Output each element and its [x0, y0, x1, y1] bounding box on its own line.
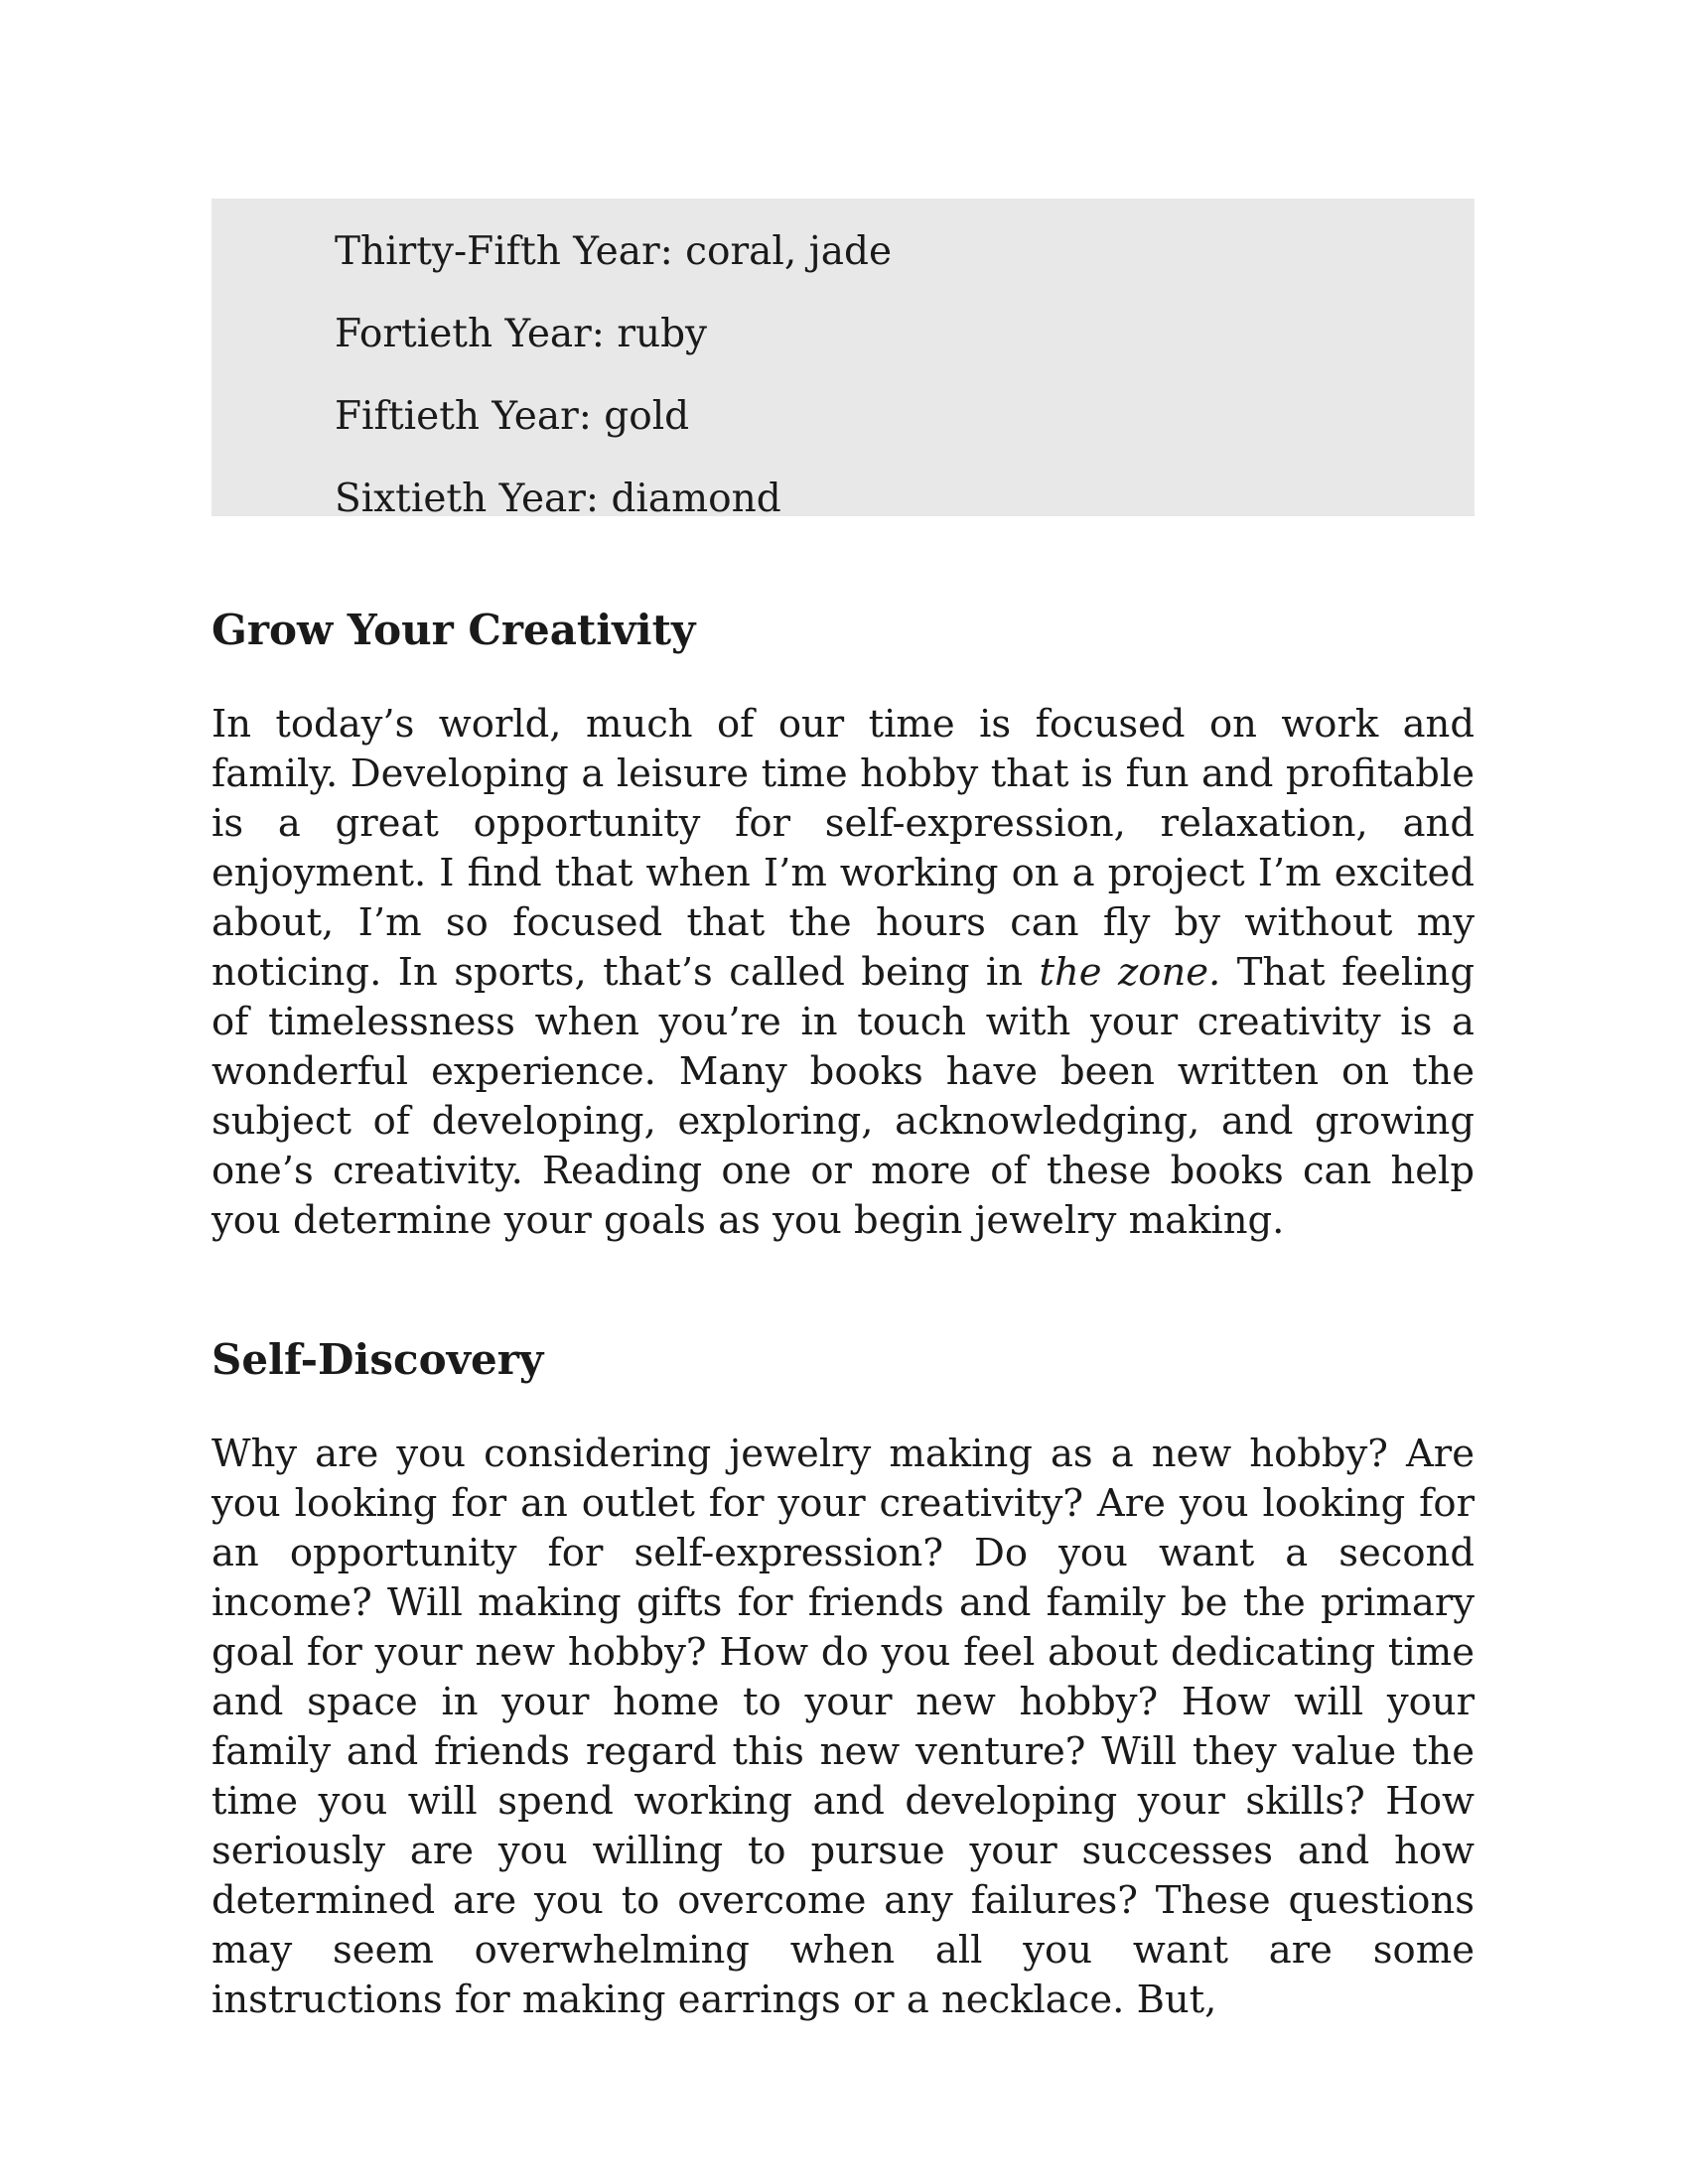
paragraph-text-after: That feeling of timelessness when you’re in touch with your creativity is a wonderful experience. Many books have been written on the subject of developing, exploring, acknowledging, and growing one’s creativity. Reading one or more of these books can help you determine your goals as you begin jewelry making.	[211, 950, 1475, 1243]
page-content	[211, 199, 1475, 2025]
paragraph-grow-your-creativity	[211, 700, 1475, 1246]
sidebar-line-40th: Fortieth Year: ruby	[335, 312, 708, 356]
section-heading-grow-your-creativity: Grow Your Creativity	[211, 606, 696, 654]
sidebar-line-35th: Thirty-Fifth Year: coral, jade	[335, 229, 893, 274]
section-heading-self-discovery: Self-Discovery	[211, 1335, 544, 1384]
emphasis-the-zone: the zone.	[1039, 950, 1221, 995]
paragraph-self-discovery: Why are you considering jewelry making as a new hobby? Are you looking for an outlet for your creativity? Are you looking for an opportunity for self-expression? Do you want a second income? Will making gifts for friends and family be the primary goal for your new hobby? How do you feel about dedicating time and space in your home to your new hobby? How will your family and friends regard this new venture? Will they value the time you will spend working and developing your skills? How seriously are you willing to pursue your successes and how determined are you to overcome any failures? These questions may seem overwhelming when all you want are some instructions for making earrings or a necklace. But,	[211, 1432, 1475, 2022]
sidebar-line-60th: Sixtieth Year: diamond	[335, 477, 781, 521]
anniversary-sidebar-box	[211, 199, 1475, 521]
paragraph-text-before: In today’s world, much of our time is focused on work and family. Developing a leisure time hobby that is fun and profitable is a great opportunity for self-expression, relaxation, and enjoyment. I find that when I’m working on a project I’m excited about, I’m so focused that the hours can fly by without my noticing. In sports, that’s called being in	[211, 702, 1475, 995]
sidebar-line-50th: Fiftieth Year: gold	[335, 394, 690, 439]
